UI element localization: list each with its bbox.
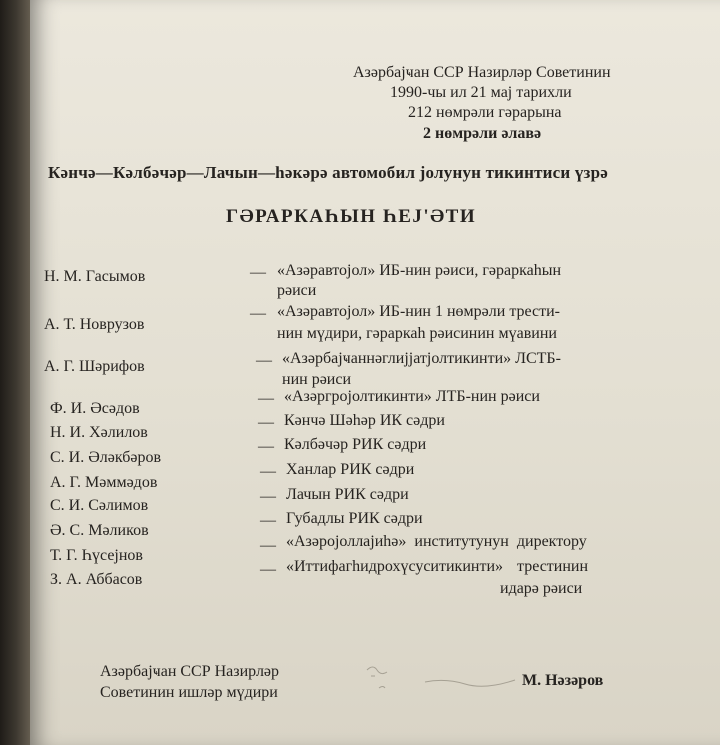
dash: — (260, 463, 276, 480)
member-role-line: «Иттифагһидрохүсуситикинти» трестинин (286, 558, 589, 575)
signature-title-line-1: Азәрбајҹан ССР Назирләр (100, 663, 280, 680)
header-line-2: 1990-чы ил 21 мај тарихли (390, 84, 572, 101)
member-name: Т. Г. Һүсејнов (50, 547, 143, 564)
header-line-1: Азәрбајҹан ССР Назирләр Советинин (353, 64, 611, 81)
header-line-4: 2 нөмрәли әлавә (423, 125, 542, 142)
member-role-line: нин рәиси (282, 371, 352, 388)
dash: — (260, 488, 276, 505)
member-role-line: рәиси (277, 282, 317, 299)
member-name: А. Г. Мәммәдов (50, 474, 158, 491)
dash: — (258, 414, 274, 431)
member-role-line: «Азәрбајҹаннәглијјатјолтикинти» ЛСТБ- (282, 350, 561, 367)
member-name: Н. И. Хәлилов (50, 424, 148, 441)
dash: — (256, 352, 272, 369)
member-role-line: нин мүдири, гәраркаһ рәисинин мүавини (277, 325, 557, 342)
member-name: Н. М. Гасымов (44, 268, 146, 285)
member-name: С. И. Сәлимов (50, 497, 149, 514)
member-role-line: Лачын РИК сәдри (286, 486, 409, 503)
member-role-line: идарә рәиси (500, 580, 583, 597)
member-role-line: «Азәргројолтикинти» ЛТБ-нин рәиси (284, 388, 540, 405)
member-role-line: «Азәравтојол» ИБ-нин рәиси, гәраркаһын (277, 262, 562, 279)
document-title: Кәнчә—Кәлбәчәр—Лачын—һәкәрә автомобил јолунун тикинтиси үзрә (48, 163, 608, 182)
member-name: Ф. И. Әсәдов (50, 400, 140, 417)
handwritten-signature (365, 660, 535, 700)
dash: — (260, 512, 276, 529)
member-role-line: Губадлы РИК сәдри (286, 510, 423, 527)
header-line-3: 212 нөмрәли гәрарына (408, 104, 562, 121)
member-role-line: «Азәројоллајиһә» институтунун директору (286, 533, 587, 550)
member-role-line: Кәнчә Шәһәр ИК сәдри (284, 412, 445, 429)
signature-title-line-2: Советинин ишләр мүдири (100, 684, 278, 701)
dash: — (258, 390, 274, 407)
member-role-line: Кәлбәчәр РИК сәдри (284, 436, 427, 453)
member-role-line: Ханлар РИК сәдри (286, 461, 415, 478)
member-role-line: «Азәравтојол» ИБ-нин 1 нөмрәли трести- (277, 303, 560, 320)
document-heading: ГӘРАРКАҺЫН ҺЕЈ'ӘТИ (226, 206, 477, 227)
member-name: Ә. С. Мәликов (50, 522, 149, 539)
dash: — (250, 264, 266, 281)
dash: — (260, 537, 276, 554)
member-name: С. И. Әләкбәров (50, 449, 162, 466)
dash: — (258, 438, 274, 455)
signatory-name: М. Нәзәров (522, 672, 604, 689)
dash: — (250, 305, 266, 322)
member-name: З. А. Аббасов (50, 571, 143, 588)
member-name: А. Г. Шәрифов (44, 358, 145, 375)
member-name: А. Т. Новрузов (44, 316, 145, 333)
dash: — (260, 561, 276, 578)
document-page (30, 0, 720, 745)
